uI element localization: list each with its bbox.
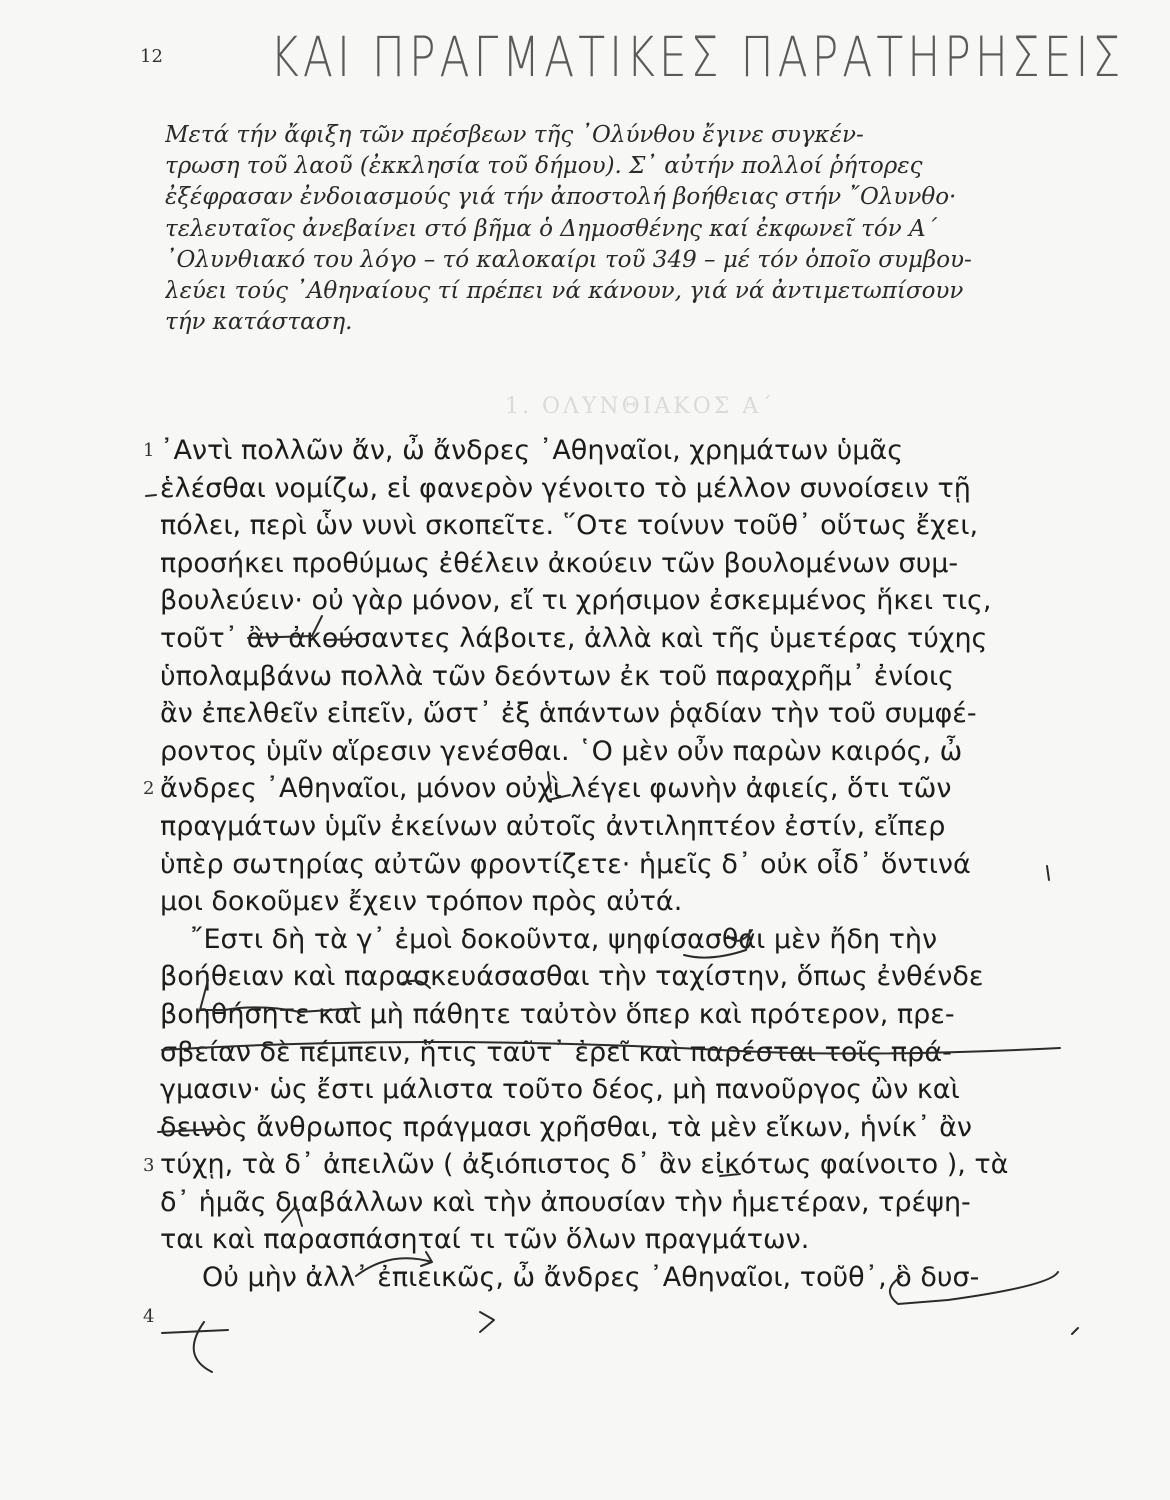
- margin-dash-mark: [1047, 866, 1049, 880]
- underline-stroke: [162, 1042, 1060, 1054]
- margin-dash-mark: [1072, 1328, 1078, 1334]
- intro-line: ἐξέφρασαν ἐνδοιασμούς γιά τήν ἀποστολή βοήθειας στήν ῎Ολυνθο·: [165, 184, 957, 211]
- text-line: δ᾿ ἡμᾶς διαβάλλων καὶ τὴν ἀπουσίαν τὴν ἡμετέραν, τρέψη-: [160, 1186, 971, 1218]
- text-line: ὑπολαμβάνω πολλὰ τῶν δεόντων ἐκ τοῦ παραχρῆμ᾿ ἐνίοις: [160, 660, 955, 692]
- intro-line: ᾿Ολυνθιακό του λόγο – τό καλοκαίρι τοῦ 349 – μέ τόν ὁποῖο συμβου-: [165, 246, 972, 273]
- circled-word: [890, 1272, 1058, 1304]
- text-line: ᾿Αντὶ πολλῶν ἄν, ὦ ἄνδρες ᾿Αθηναῖοι, χρημάτων ὑμᾶς: [160, 435, 904, 466]
- text-line: προσήκει προθύμως ἐθέλειν ἀκούειν τῶν βουλομένων συμ-: [160, 547, 959, 579]
- intro-line: λεύει τούς ᾿Αθηναίους τί πρέπει νά κάνουν, γιά νά ἀντιμετωπίσουν: [165, 277, 964, 304]
- text-line: ἂν ἐπελθεῖν εἰπεῖν, ὥστ᾿ ἐξ ἁπάντων ῥᾳδίαν τὴν τοῦ συμφέ-: [160, 698, 977, 730]
- margin-dash-mark: [146, 495, 156, 496]
- text-line: τύχῃ, τὰ δ᾿ ἀπειλῶν ( ἀξιόπιστος δ᾿ ἂν εἰκότως φαίνοιτο ), τὰ: [160, 1149, 1009, 1181]
- text-line: μοι δοκοῦμεν ἔχειν τρόπον πρὸς αὐτά.: [160, 886, 683, 918]
- text-line: ἑλέσθαι νομίζω, εἰ φανερὸν γένοιτο τὸ μέλλον συνοίσειν τῇ: [160, 472, 971, 504]
- underline-stroke: [162, 1330, 228, 1333]
- text-line: πραγμάτων ὑμῖν ἐκείνων αὐτοῖς ἀντιληπτέον ἐστίν, εἴπερ: [160, 810, 946, 842]
- text-line: δεινὸς ἄνθρωπος πράγμασι χρῆσθαι, τὰ μὲν εἴκων, ἡνίκ᾿ ἂν: [160, 1111, 972, 1143]
- arrow-mark: [356, 1252, 432, 1276]
- text-line: βοηθήσητε καὶ μὴ πάθητε ταὐτὸν ὅπερ καὶ πρότερον, πρε-: [160, 998, 955, 1030]
- intro-line: Μετά τήν ἄφιξη τῶν πρέσβεων τῆς ᾿Ολύνθου ἔγινε συγκέν-: [165, 122, 864, 148]
- underline-mark: [327, 639, 355, 640]
- text-line: γμασιν· ὡς ἔστι μάλιστα τοῦτο δέος, μὴ πανοῦργος ὢν καὶ: [160, 1074, 960, 1106]
- text-line: ῎Εστι δὴ τὰ γ᾿ ἐμοὶ δοκοῦντα, ψηφίσασθαι μὲν ἤδη τὴν: [190, 923, 938, 955]
- intro-line: τήν κατάσταση.: [165, 309, 353, 336]
- text-line: τοῦτ᾿ ἂν ἀκούσαντες λάβοιτε, ἀλλὰ καὶ τῆς ὑμετέρας τύχης: [160, 622, 988, 654]
- underline-stroke: [158, 1129, 220, 1132]
- page-number: 12: [140, 46, 163, 67]
- text-line: ὑπὲρ σωτηρίας αὐτῶν φροντίζετε· ἡμεῖς δ᾿ οὐκ οἶδ᾿ ὅντινά: [160, 848, 971, 880]
- arrow-mark: [282, 1206, 302, 1226]
- underline-mark: [720, 1174, 740, 1176]
- sentence-end-mark: [548, 772, 570, 800]
- text-line: ται καὶ παρασπάσηταί τι τῶν ὅλων πραγμάτων.: [160, 1224, 810, 1256]
- text-line: σβείαν δὲ πέμπειν, ἥτις ταῦτ᾿ ἐρεῖ καὶ παρέσται τοῖς πρά-: [160, 1036, 952, 1068]
- bleed-through-title: 1. ΟΛΥΝΘΙΑΚΟΣ Α΄: [505, 394, 776, 419]
- intro-line: τρωση τοῦ λαοῦ (ἐκκλησία τοῦ δήμου). Σ᾿ αὐτήν πολλοί ῥήτορες: [165, 153, 923, 180]
- text-line: ἄνδρες ᾿Αθηναῖοι, μόνον οὐχὶ λέγει φωνὴν ἀφιείς, ὅτι τῶν: [160, 773, 952, 805]
- section-number-2: 2: [143, 778, 155, 799]
- bracket-mark: [480, 1312, 494, 1332]
- text-line: βοήθειαν καὶ παρασκευάσασθαι τὴν ταχίστην, ὅπως ἐνθένδε: [160, 961, 984, 993]
- bracket-mark: [684, 930, 752, 958]
- text-line: πόλει, περὶ ὧν νυνὶ σκοπεῖτε. ῞Οτε τοίνυν τοῦθ᾿ οὕτως ἔχει,: [160, 510, 979, 542]
- curved-mark: [400, 981, 430, 988]
- handwritten-title: ΚΑΙ ΠΡΑΓΜΑΤΙΚΕΣ ΠΑΡΑΤΗΡΗΣΕΙΣ: [270, 26, 1125, 90]
- underline-mark: [248, 616, 322, 638]
- text-line: Οὐ μὴν ἀλλ᾿ ἐπιεικῶς, ὦ ἄνδρες ᾿Αθηναῖοι, τοῦθ᾿, ὃ δυσ-: [202, 1262, 980, 1294]
- paragraph-bracket: [200, 980, 360, 1012]
- section-number-1: 1: [143, 440, 155, 461]
- text-line: ροντος ὑμῖν αἵρεσιν γενέσθαι. ῾Ο μὲν οὖν παρὼν καιρός, ὦ: [160, 735, 963, 767]
- section-number-3: 3: [143, 1155, 155, 1176]
- intro-line: τελευταῖος ἀνεβαίνει στό βῆμα ὁ Δημοσθένης καί ἐκφωνεῖ τόν Α΄: [165, 215, 938, 242]
- paragraph-bracket: [194, 1322, 212, 1372]
- text-line: βουλεύειν· οὐ γὰρ μόνον, εἴ τι χρήσιμον ἐσκεμμένος ἥκει τις,: [160, 585, 992, 617]
- section-number-4: 4: [143, 1306, 155, 1327]
